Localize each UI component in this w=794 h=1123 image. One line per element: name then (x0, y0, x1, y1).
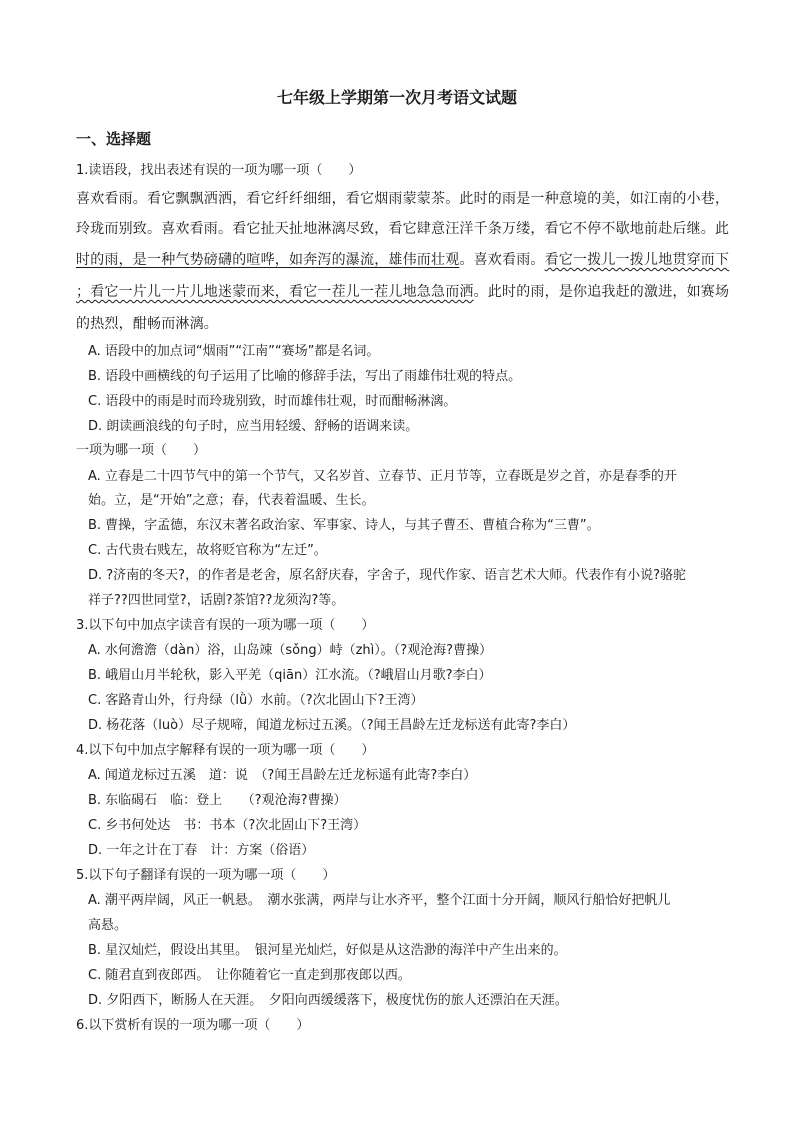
q3-option-a: A. 水何澹澹（dàn）浴，山岛竦（sǒng）峙（zhì）。（?观沧海?曹操） (88, 643, 493, 658)
wavy-underlined-sentence: ；看它一片儿一片儿地迷蒙而来，看它一茬儿一茬儿地急急而洒 (76, 284, 474, 300)
q1-option-a: A. 语段中的加点词“烟雨”“江南”“赛场”都是名词。 (88, 344, 380, 359)
q1-passage-line: 玲珑而别致。喜欢看雨。看它扯天扯地淋漓尽致，看它肆意汪洋千条万缕，看它不停不歇地前赴后继。此 (76, 221, 730, 237)
q2-option-a: A. 立春是二十四节气中的第一个节气，又名岁首、立春节、正月节等，立春既是岁之首，亦是春季的开 (88, 469, 677, 484)
q5-stem: 5.以下句子翻译有误的一项为哪一项（ ） (76, 868, 336, 883)
q5-option-d: D. 夕阳西下，断肠人在天涯。 夕阳向西缓缓落下，极度忧伤的旅人还漂泊在天涯。 (88, 993, 568, 1008)
q1-passage-line: 喜欢看雨。看它飘飘洒洒，看它纤纤细细，看它烟雨蒙蒙茶。此时的雨是一种意境的美，如江南的小巷， (76, 191, 730, 207)
q4-stem: 4.以下句中加点字解释有误的一项为哪一项（ ） (76, 743, 375, 758)
q1-passage-line: 的热烈，酣畅而淋漓。 (76, 316, 218, 332)
q3-option-c: C. 客路青山外，行舟绿（lǜ）水前。（?次北固山下?王湾） (88, 693, 424, 708)
passage-text: 。喜欢看雨。 (459, 252, 545, 268)
q4-option-c: C. 乡书何处达 书：书本（?次北固山下?王湾） (88, 818, 367, 833)
wavy-underlined-sentence: 看它一拨儿一拨儿地贯穿而下 (544, 252, 730, 268)
q2-option-d-cont: 祥子??四世同堂?，话剧?茶馆??龙须沟?等。 (88, 593, 345, 608)
q3-stem: 3.以下句中加点字读音有误的一项为哪一项（ ） (76, 618, 375, 633)
q5-option-c: C. 随君直到夜郎西。 让你随着它一直走到那夜郎以西。 (88, 968, 411, 983)
underlined-sentence: 时的雨，是一种气势磅礴的喧哗，如奔泻的瀑流，雄伟而壮观 (76, 252, 460, 268)
q2-stem: 一项为哪一项（ ） (76, 443, 207, 458)
q2-option-d: D. ?济南的冬天?，的作者是老舍，原名舒庆春，字舍子，现代作家、语言艺术大师。代表作有小说?骆驼 (88, 568, 686, 583)
q1-passage-line (76, 251, 729, 269)
q4-option-b: B. 东临碣石 临：登上 （?观沧海?曹操） (88, 793, 347, 808)
q5-option-a: A. 潮平两岸阔，风正一帆悬。 潮水张满，两岸与让水齐平，整个江面十分开阔，顺风行船恰好把帆儿 (88, 893, 671, 908)
q2-option-c: C. 古代贵右贱左，故将贬官称为“左迁”。 (88, 543, 327, 558)
q1-option-c: C. 语段中的雨是时而玲珑别致，时而雄伟壮观，时而酣畅淋漓。 (88, 394, 457, 409)
q6-stem: 6.以下赏析有误的一项为哪一项（ ） (76, 1018, 310, 1033)
q2-option-a-cont: 始。立，是“开始”之意；春，代表着温暖、生长。 (88, 493, 375, 508)
passage-text: 。此时的雨，是你追我赶的激进，如赛场 (473, 284, 730, 300)
q1-option-d: D. 朗读画浪线的句子时，应当用轻缓、舒畅的语调来读。 (88, 419, 419, 434)
q5-option-a-cont: 高悬。 (88, 918, 128, 933)
q4-option-a: A. 闻道龙标过五溪 道：说 （?闻王昌龄左迁龙标遥有此寄?李白） (88, 768, 477, 783)
page-title: 七年级上学期第一次月考语文试题 (276, 88, 517, 107)
q3-option-b: B. 峨眉山月半轮秋，影入平羌（qiān）江水流。（?峨眉山月歌?李白） (88, 668, 492, 683)
q4-option-d: D. 一年之计在丁春 计：方案（俗语） (88, 843, 315, 858)
q1-stem: 1.读语段，找出表述有误的一项为哪一项（ ） (76, 163, 362, 178)
q3-option-d: D. 杨花落（luò）尽子规啼，闻道龙标过五溪。（?闻王昌龄左迁龙标送有此寄?李白） (88, 718, 576, 733)
q5-option-b: B. 星汉灿烂，假设出其里。 银河星光灿烂，好似是从这浩渺的海洋中产生出来的。 (88, 943, 567, 958)
section-heading: 一、选择题 (76, 130, 152, 148)
q2-option-b: B. 曹操，字孟德，东汉末著名政治家、军事家、诗人，与其子曹丕、曹植合称为“三曹”。 (88, 518, 600, 533)
q1-passage-line (76, 283, 729, 301)
q1-option-b: B. 语段中画横线的句子运用了比喻的修辞手法，写出了雨雄伟壮观的特点。 (88, 369, 522, 384)
